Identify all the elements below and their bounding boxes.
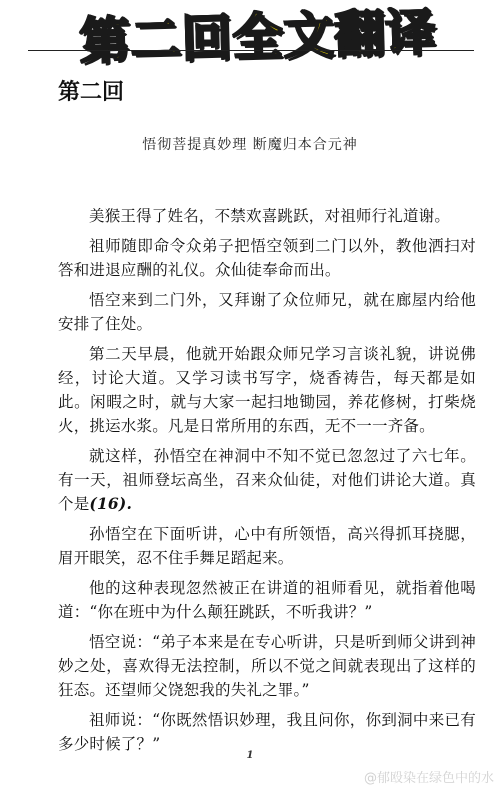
paragraph-text: 第二天早晨，他就开始跟众师兄学习言谈礼貌，讲说佛经，讨论大道。又学习读书写字，烧香祷告，每天都是如此。闲暇之时，就与大家一起扫地锄园，养花修树，打柴烧火，挑运水浆。凡是日常所用的东西，无不一一齐备。	[58, 345, 476, 435]
paragraph	[58, 576, 476, 624]
paragraph-text: 美猴王得了姓名，不禁欢喜跳跃，对祖师行礼道谢。	[89, 207, 451, 225]
chapter-label: 第二回	[58, 80, 125, 105]
paragraph-text: 悟空来到二门外，又拜谢了众位师兄，就在廊屋内给他安排了住处。	[58, 291, 476, 333]
page-number: 1	[246, 750, 254, 761]
paragraph-text: 就这样，孙悟空在神洞中不知不觉已忽忽过了六七年。有一天，祖师登坛高坐，召来众仙徒，对他们讲论大道。真个是	[58, 447, 476, 513]
banner-title: 第二回全文翻译	[78, 3, 438, 71]
paragraph-text: 祖师说：“你既然悟识妙理，我且问你，你到洞中来已有多少时候了？”	[58, 711, 476, 753]
paragraph	[58, 522, 476, 570]
paragraph	[58, 444, 476, 516]
header-divider	[28, 50, 474, 51]
document-body	[58, 204, 476, 762]
footnote-mark: (16).	[89, 494, 133, 513]
paragraph-text: 孙悟空在下面听讲，心中有所领悟，高兴得抓耳挠腮，眉开眼笑，忍不住手舞足蹈起来。	[58, 525, 476, 567]
paragraph-text: 他的这种表现忽然被正在讲道的祖师看见，就指着他喝道：“你在班中为什么颠狂跳跃，不听我讲？”	[58, 579, 476, 621]
paragraph-text: 悟空说：“弟子本来是在专心听讲，只是听到师父讲到神妙之处，喜欢得无法控制，所以不觉之间就表现出了这样的狂态。还望师父饶恕我的失礼之罪。”	[58, 633, 476, 699]
paragraph	[58, 342, 476, 438]
paragraph	[58, 708, 476, 756]
paragraph	[58, 630, 476, 702]
watermark: @郁殴染在绿色中的水	[363, 771, 494, 786]
paragraph	[58, 204, 476, 228]
paragraph	[58, 234, 476, 282]
paragraph	[58, 288, 476, 336]
chapter-heading: 悟彻菩提真妙理 断魔归本合元神	[142, 137, 358, 153]
paragraph-text: 祖师随即命令众弟子把悟空领到二门以外，教他洒扫对答和进退应酬的礼仪。众仙徒奉命而出。	[58, 237, 476, 279]
